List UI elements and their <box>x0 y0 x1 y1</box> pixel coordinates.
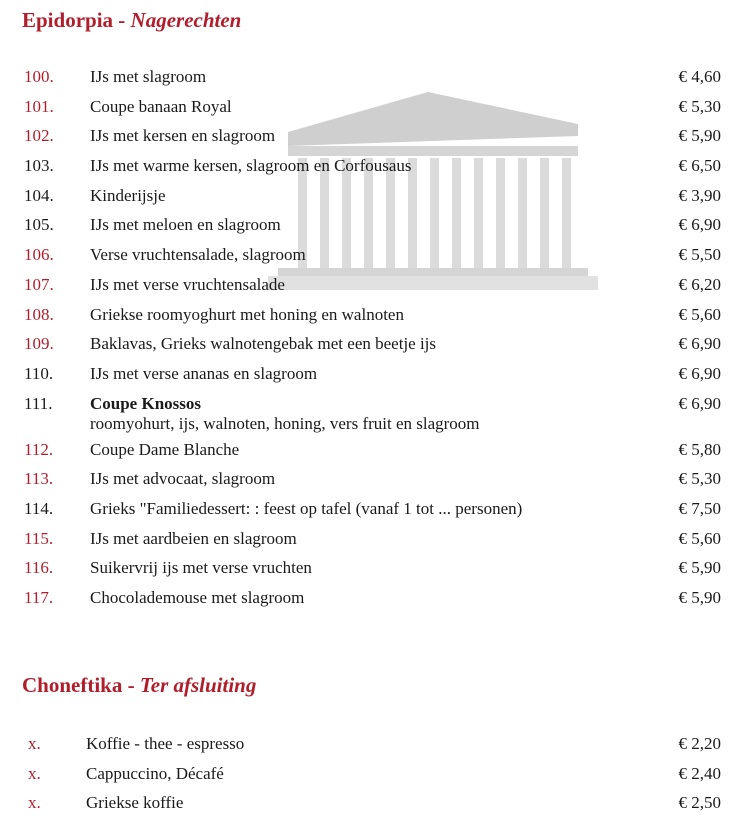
menu-item <box>0 389 733 435</box>
menu-item-price: € 6,50 <box>678 156 721 176</box>
menu-item-name: Suikervrij ijs met verse vruchten <box>90 558 312 578</box>
menu-item <box>0 181 733 211</box>
menu-item-name: Verse vruchtensalade, slagroom <box>90 245 306 265</box>
menu-item-price: € 6,90 <box>678 393 721 413</box>
menu-item-name: IJs met kersen en slagroom <box>90 126 276 146</box>
menu-item <box>0 729 733 759</box>
menu-item-name: Grieks "Familiedessert: : feest op tafel (vanaf 1 tot ... personen) <box>90 498 523 518</box>
menu-item-description: roomyohurt, ijs, walnoten, honing, vers fruit en slagroom <box>90 413 480 433</box>
menu-item-price: € 2,40 <box>678 763 721 783</box>
menu-item-number: 110. <box>24 363 54 383</box>
menu-item-name: Baklavas, Grieks walnotengebak met een beetje ijs <box>90 334 437 354</box>
menu-item <box>0 435 733 465</box>
menu-item <box>0 759 733 789</box>
menu-item-number: x. <box>28 793 41 813</box>
menu-item-price: € 6,20 <box>678 274 721 294</box>
menu-item <box>0 524 733 554</box>
menu-item <box>0 464 733 494</box>
menu-item-price: € 4,60 <box>678 67 721 86</box>
menu-item-name: IJs met advocaat, slagroom <box>90 469 276 489</box>
menu-item-name: IJs met slagroom <box>90 67 207 86</box>
section-subtitle: Nagerechten <box>130 8 242 32</box>
section-title-greek: Epidorpia <box>22 8 114 32</box>
menu-item-price: € 6,90 <box>678 363 721 383</box>
menu-item-number: 116. <box>24 558 54 578</box>
menu-item-price: € 5,80 <box>678 439 721 459</box>
menu-item-price: € 2,20 <box>678 734 721 753</box>
menu-item-number: 100. <box>24 67 54 86</box>
menu-item-price: € 2,50 <box>678 793 721 813</box>
menu-item-price: € 3,90 <box>678 185 721 205</box>
menu-item-number: 115. <box>24 528 54 548</box>
menu-item-number: x. <box>28 734 41 753</box>
menu-item-number: 112. <box>24 439 54 459</box>
menu-item-price: € 5,90 <box>678 126 721 146</box>
menu-item <box>0 359 733 389</box>
menu-item-number: 105. <box>24 215 54 235</box>
menu-item-price: € 5,90 <box>678 558 721 578</box>
menu-item <box>0 240 733 270</box>
menu-item-name: Coupe Dame Blanche <box>90 439 240 459</box>
menu-item-number: 113. <box>24 469 54 489</box>
dessert-list <box>0 62 733 613</box>
menu-item-number: 103. <box>24 156 54 176</box>
menu-item-number: 101. <box>24 96 54 116</box>
menu-item-name: Griekse roomyoghurt met honing en walnoten <box>90 304 404 324</box>
menu-item-number: 114. <box>24 498 54 518</box>
menu-item-name: IJs met meloen en slagroom <box>90 215 281 235</box>
menu-item <box>0 494 733 524</box>
section-subtitle: Ter afsluiting <box>139 673 257 697</box>
section-title-ter-afsluiting <box>22 673 256 698</box>
menu-item-number: 109. <box>24 334 54 354</box>
menu-item-price: € 5,90 <box>678 588 721 607</box>
menu-item-name: Griekse koffie <box>86 793 184 813</box>
menu-item-name: Koffie - thee - espresso <box>86 734 245 753</box>
menu-item-number: 111. <box>24 393 53 413</box>
menu-item <box>0 553 733 583</box>
menu-item <box>0 270 733 300</box>
section-title-greek: Choneftika <box>22 673 123 697</box>
menu-item <box>0 788 733 818</box>
section-title-nagerechten <box>22 8 241 33</box>
menu-item-price: € 7,50 <box>678 498 721 518</box>
menu-item-number: 117. <box>24 588 54 607</box>
menu-item-price: € 5,50 <box>678 245 721 265</box>
menu-item-name: IJs met aardbeien en slagroom <box>90 528 297 548</box>
menu-item <box>0 121 733 151</box>
menu-item <box>0 92 733 122</box>
menu-item <box>0 300 733 330</box>
menu-item-number: 107. <box>24 274 54 294</box>
menu-item-price: € 5,30 <box>678 469 721 489</box>
menu-item-number: 102. <box>24 126 54 146</box>
menu-item-name: Kinderijsje <box>90 185 166 205</box>
menu-item-price: € 6,90 <box>678 334 721 354</box>
menu-item-name-bold: Coupe Knossos <box>90 393 202 413</box>
menu-item-number: x. <box>28 763 41 783</box>
menu-item-name: IJs met verse ananas en slagroom <box>90 363 318 383</box>
menu-item <box>0 151 733 181</box>
menu-item-price: € 6,90 <box>678 215 721 235</box>
menu-item-name: Cappuccino, Décafé <box>86 763 224 783</box>
section-title-separator: - <box>122 673 140 697</box>
menu-item-name: Coupe banaan Royal <box>90 96 232 116</box>
menu-item <box>0 329 733 359</box>
menu-item-price: € 5,30 <box>678 96 721 116</box>
menu-item-name: IJs met verse vruchtensalade <box>90 274 285 294</box>
menu-item <box>0 583 733 613</box>
menu-item-number: 106. <box>24 245 54 265</box>
menu-item <box>0 62 733 92</box>
section-title-separator: - <box>113 8 131 32</box>
menu-item <box>0 210 733 240</box>
menu-item-price: € 5,60 <box>678 528 721 548</box>
coffee-list <box>0 729 733 818</box>
menu-item-number: 104. <box>24 185 54 205</box>
menu-item-name: IJs met warme kersen, slagroom en Corfousaus <box>90 156 412 176</box>
menu-item-number: 108. <box>24 304 54 324</box>
menu-item-name: Chocolademouse met slagroom <box>90 588 305 607</box>
menu-item-price: € 5,60 <box>678 304 721 324</box>
